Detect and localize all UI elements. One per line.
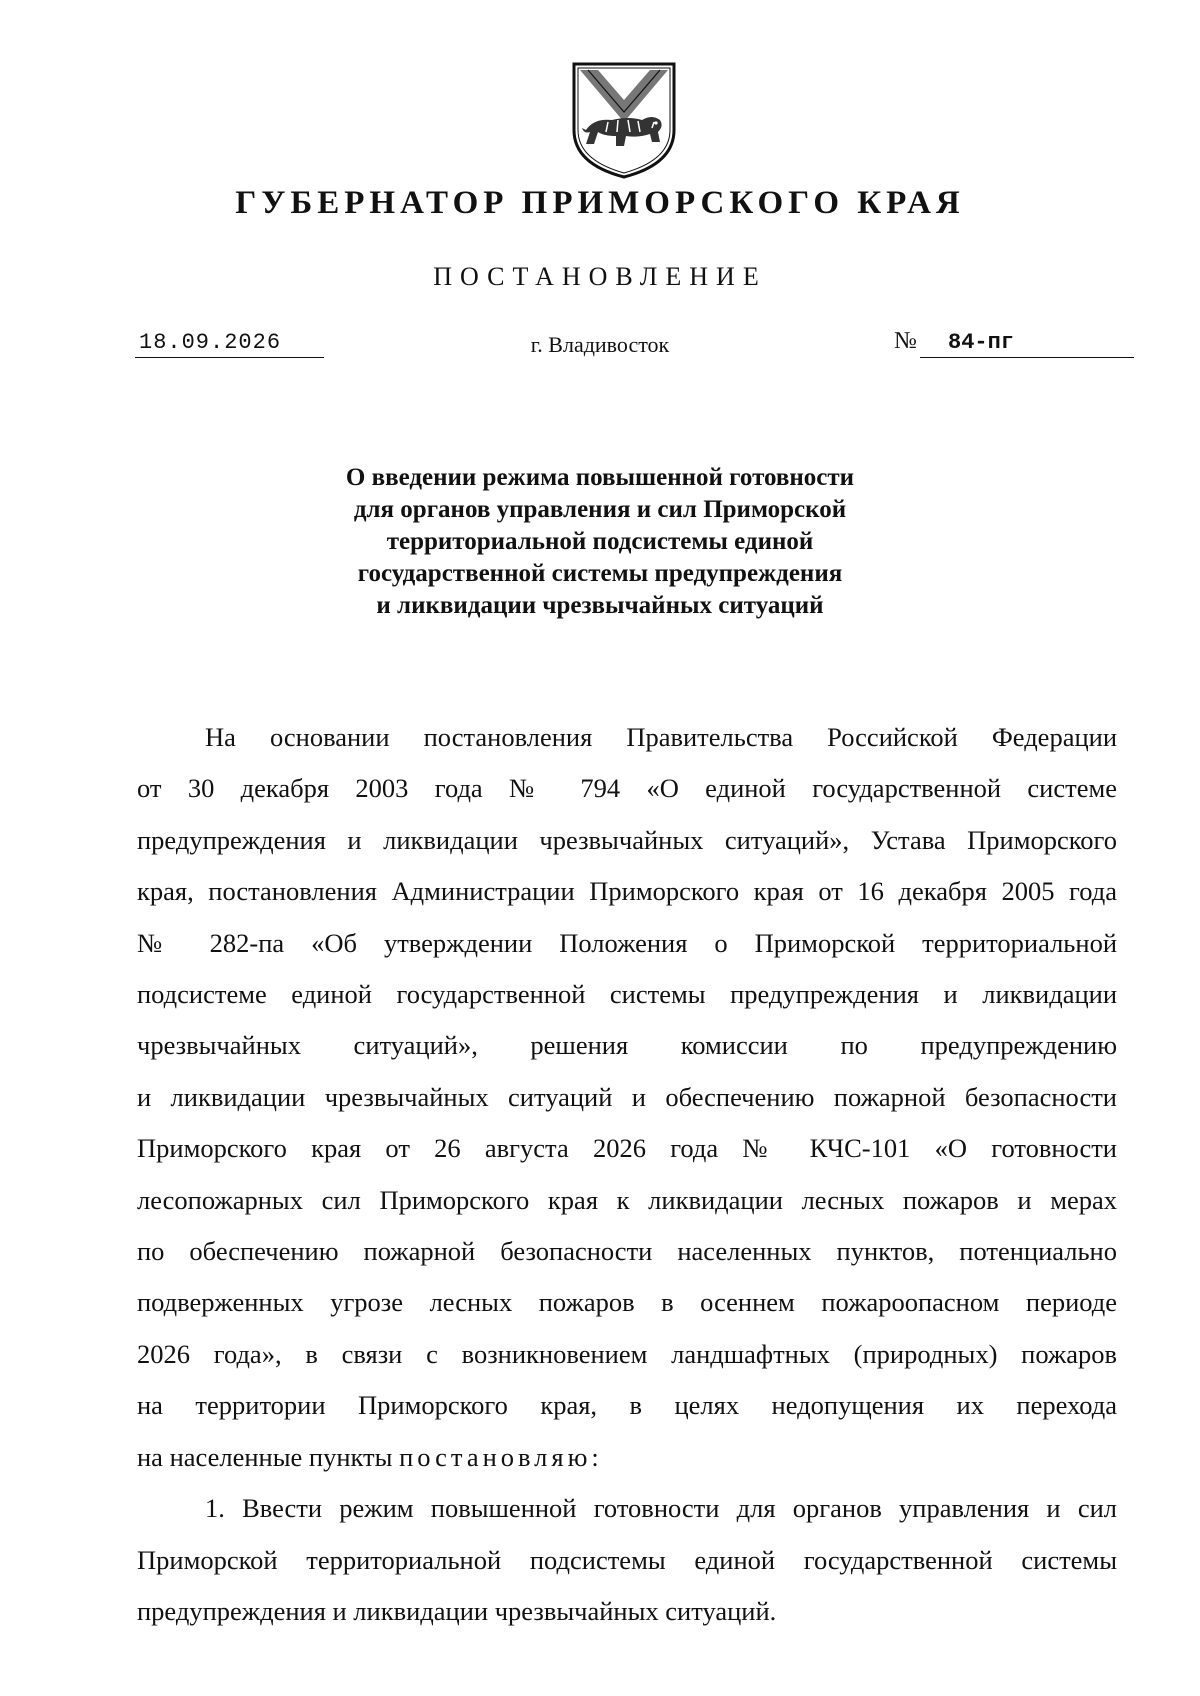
body-line: На основании постановления Правительства Российской Федерации (205, 722, 1117, 752)
title-line: государственной системы предупреждения (357, 560, 843, 587)
body-line: от 30 декабря 2003 года № 794 «О единой государственной системе (137, 773, 1117, 804)
document-date: 18.09.2026 (135, 330, 324, 358)
issuing-authority: ГУБЕРНАТОР ПРИМОРСКОГО КРАЯ (235, 185, 965, 221)
body-line: на территории Приморского края, в целях недопущения их перехода (137, 1390, 1117, 1421)
title-line: О введении режима повышенной готовности (345, 464, 855, 491)
number-label (894, 328, 917, 355)
body-line: предупреждения и ликвидации чрезвычайных ситуаций», Устава Приморского (137, 824, 1117, 855)
body-line: чрезвычайных ситуаций», решения комиссии по предупреждению (137, 1030, 1117, 1061)
body-line: по обеспечению пожарной безопасности населенных пунктов, потенциально (137, 1236, 1117, 1267)
number-sign: № (894, 328, 917, 354)
item-1-line: Приморской территориальной подсистемы единой государственной системы (137, 1544, 1117, 1575)
decree-word: постановляю: (399, 1441, 603, 1472)
document-number: 84-пг (920, 330, 1134, 358)
document-place: г. Владивосток (530, 332, 670, 357)
decree-line (137, 1432, 1117, 1483)
title-line: территориальной подсистемы единой (386, 528, 814, 555)
document-title (0, 462, 1200, 622)
body-line: Приморского края от 26 августа 2026 года № КЧС-101 «О готовности (137, 1133, 1117, 1164)
coat-of-arms-icon (568, 60, 680, 180)
decree-line-start: на населенные пункты (137, 1441, 400, 1472)
item-1-line: 1. Ввести режим повышенной готовности для органов управления и сил (205, 1493, 1117, 1524)
title-line: и ликвидации чрезвычайных ситуаций (376, 592, 824, 619)
document-body (137, 712, 1117, 1637)
body-line: края, постановления Администрации Приморского края от 16 декабря 2005 года (137, 876, 1117, 907)
body-line: № 282-па «Об утверждении Положения о Приморской территориальной (137, 927, 1117, 958)
title-line: для органов управления и сил Приморской (353, 496, 847, 523)
body-line: 2026 года», в связи с возникновением ландшафтных (природных) пожаров (137, 1338, 1117, 1369)
body-line: и ликвидации чрезвычайных ситуаций и обеспечению пожарной безопасности (137, 1081, 1117, 1112)
body-line: подверженных угрозе лесных пожаров в осеннем пожароопасном периоде (137, 1287, 1117, 1318)
body-line: лесопожарных сил Приморского края к ликвидации лесных пожаров и мерах (137, 1184, 1117, 1215)
item-1-line: предупреждения и ликвидации чрезвычайных ситуаций. (137, 1595, 777, 1626)
body-line: подсистеме единой государственной системы предупреждения и ликвидации (137, 979, 1117, 1010)
document-type: ПОСТАНОВЛЕНИЕ (433, 262, 767, 291)
